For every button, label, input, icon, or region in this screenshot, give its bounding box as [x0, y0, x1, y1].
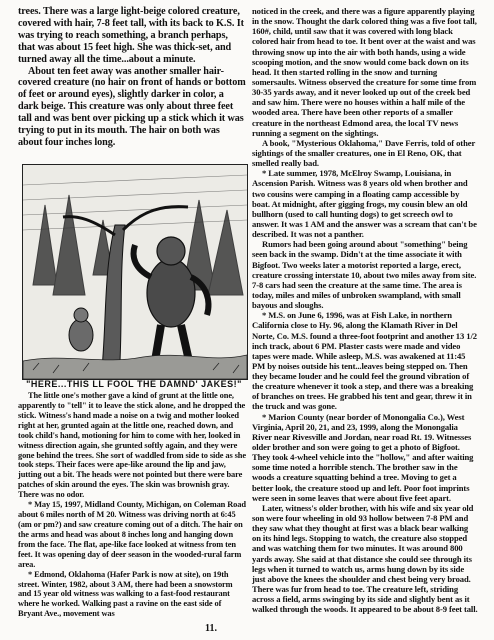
paragraph-4: * May 15, 1997, Midland County, Michigan, on Coleman Road about 6 miles north of M 20. Witness was driving north at 6:45 (am or pm?) and saw creature coming out of a ditch. The hair on the arms and head was about 8 inches long and hanging down from the face. The flat, ape-like face looked at witness from ten feet. It was opening day of deer season in the wooded-rural farm area. [18, 500, 246, 569]
left-column-top [18, 6, 246, 149]
figure-caption: "HERE...THIS LL FOOL THE DAMND' JAKES!" [26, 379, 242, 389]
paragraph-12: Later, witness's older brother, with his wife and six year old son were four wheeling in old 93 hollow between 7-8 PM and they saw what they thought at first was a black bear walking on its hind legs. Stopping to watch, the creature also stopped and was watching them for two minutes. It was around 800 yards away. She said at that distance she could see through its legs when it turned to watch us, arms hung down by its side just above the knees the shoulder and chest being very broad. There was fur from head to toe. The creature left, striding across a field, arms swinging by its side and slightly bent as it walked through the woods. It appeared to be about 8-9 feet tall. [252, 502, 478, 615]
paragraph-10: * M.S. on June 6, 1996, was at Fish Lake, in northern California close to Hy. 96, along the Klamath River in Del Norte, Co. M.S. found a three-foot footprint and another 13 1/2 inch track, about 6 PM. Plaster casts were made and video tapes were made. While asleep, M.S. was awakened at 11:45 PM by noises outside his tent...leaves being stepped on. Then they became louder and he could feel the ground vibration of the creature whenever it took a step, and there was a breaking of branches on trees. He grabbed his tent and gear, threw it in the truck and was gone. [252, 310, 477, 412]
right-column [252, 6, 478, 614]
paragraph-9: Rumors had been going around about "something" being seen back in the swamp. Didn't at the time associate it with Bigfoot. Two weeks later a motorist reported a large, erect, creature crossing interstate 10, about two miles away from site. 7-8 cars had seen the creature at the same time. The area is today, miles and miles of unbroken swampland, with small bayous and sloughs. [252, 239, 477, 311]
paragraph-6: noticed in the creek, and there was a figure apparently playing in the snow. Thought the dark colored thing was a five foot tall, 160#, child, until saw that it was covered with long black colored hair from head to toe. It bent over at the waist and was throwing snow up into the air with both hands, using a wide scooping motion, and the snow would come back down on its head. It then started rolling in the snow and turning somersaults. Witness observed the creature for some time from 30-35 yards away, and it never looked up out of the creek bed and saw him. There were no houses within a half mile of the wooded area. There have been other reports of a smaller creature in the northeast Edmond area, the local TV news running a segment on the sightings. [252, 6, 477, 138]
paragraph-3: The little one's mother gave a kind of grunt at the little one, apparently to "tell" it to leave the stick alone, and he dropped the stick. Witness's hand made a noise on a twig and mother looked right at her, grunted again at the little one, reached down, and took child's hand, motioning for him to come with her, looked in witness direction again, she grunted softly again, and they were gone behind the trees. She sort of waddled from side to side as she took steps. Their faces were ape-like around the lip and jaw, jutting out a bit. The heads were not pointed but there were bare patches of skin around the eyes. The skin was brownish gray. There was no odor. [18, 391, 246, 500]
page-number: 11. [205, 623, 217, 634]
paragraph-7: A book, "Mysterious Oklahoma," Dave Ferris, told of other sightings of the smaller creatures, one in El Reno, OK, that smelled really bad. [252, 137, 476, 169]
cartoon-illustration [22, 164, 248, 380]
paragraph-11: * Marion County (near border of Monongalia Co.), West Virginia, April 20, 21, and 23, 1999, along the Monongalia River near Rivesville and Jordan, near road Rt. 19. Witnesses older brother and son were going to get a photo of Bigfoot. They took 4-wheel vehicle into the "hollow," and after waiting some time noted a horrible stench. The brother saw in the woods a creature squatting behind a tree. Moving to get a better look, the creature stood up and left. Poor foot imprints were seen in some leaves that were about five feet apart. [252, 411, 474, 503]
paragraph-5: * Edmond, Oklahoma (Hafer Park is now at site), on 19th street. Winter, 1982, about 3 AM, there had been a snowstorm and 15 year old witness was walking to a fast-food restaurant where he worked. Walking past a ravine on the east side of Bryant Ave., movement was [18, 569, 233, 619]
paragraph-1: trees. There was a large light-beige colored creature, covered with hair, 7-8 feet tall, with its back to K.S. It was trying to reach something, a branch perhaps, that was about 15 feet high. She was thick-set, and turned away all the time...about a minute. [18, 6, 244, 65]
paragraph-8: * Late summer, 1978, McElroy Swamp, Louisiana, in Ascension Parish. Witness was 8 years old when brother and two cousins were camping in a floating camp accessible by boat. At midnight, after gigging frogs, my cousin blew an old bullhorn (used to call hunting dogs) to get screech owl to answer. It was 1 AM and the answer was a scream that can't be described. It was not a panther. [252, 168, 477, 240]
cartoon-drawing [23, 165, 247, 379]
left-column-bottom [18, 391, 246, 619]
paragraph-2: About ten feet away was another smaller hair-covered creature (no hair on front of hands or bottom of feet or around eyes), slightly darker in color, a dark beige. This creature was only about three feet tall and was bent over picking up a stick which it was trying to put in its mouth. The hair on both was about four inches long. [18, 65, 246, 148]
